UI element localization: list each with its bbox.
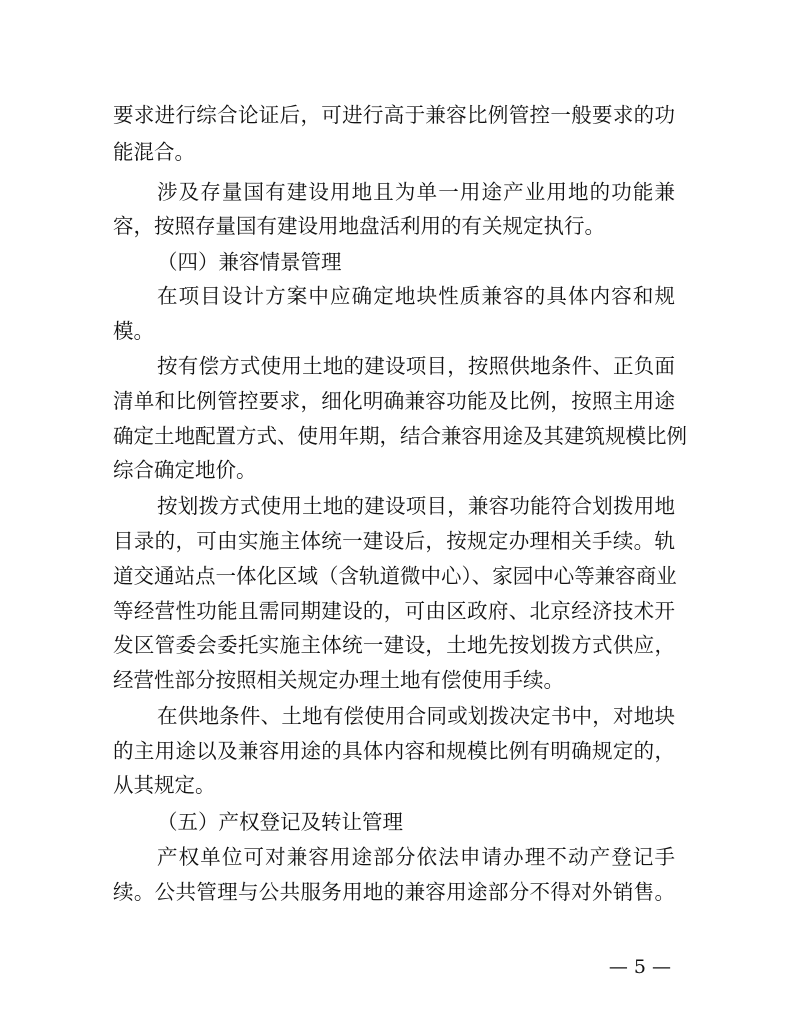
section-heading-4: （四）兼容情景管理 [157, 250, 342, 274]
body-text-line: 等经营性功能且需同期建设的，可由区政府、北京经济技术开 [113, 599, 675, 623]
body-text-line: 的主用途以及兼容用途的具体内容和规模比例有明确规定的， [113, 739, 675, 763]
body-text-line: 道交通站点一体化区域（含轨道微中心）、家园中心等兼容商业 [113, 564, 677, 588]
body-text-line: 续。公共管理与公共服务用地的兼容用途部分不得对外销售。 [113, 880, 675, 904]
body-text-line: 确定土地配置方式、使用年期，结合兼容用途及其建筑规模比例 [113, 424, 687, 448]
body-text-line: 产权单位可对兼容用途部分依法申请办理不动产登记手 [157, 845, 675, 869]
body-text-line: 经营性部分按照相关规定办理土地有偿使用手续。 [113, 668, 564, 692]
body-text-line: 清单和比例管控要求，细化明确兼容功能及比例，按照主用途 [113, 389, 675, 413]
body-text-line: 从其规定。 [113, 773, 216, 797]
body-text-line: 在供地条件、土地有偿使用合同或划拨决定书中，对地块 [157, 704, 675, 728]
body-text-line: 在项目设计方案中应确定地块性质兼容的具体内容和规 [157, 284, 675, 308]
page-number: — 5 — [608, 956, 671, 978]
body-text-line: 发区管委会委托实施主体统一建设，土地先按划拨方式供应， [113, 633, 675, 657]
body-text-line: 按有偿方式使用土地的建设项目，按照供地条件、正负面 [157, 354, 675, 378]
body-text-line: 要求进行综合论证后，可进行高于兼容比例管控一般要求的功 [113, 103, 675, 127]
body-text-line: 综合确定地价。 [113, 458, 257, 482]
body-text-line: 模。 [113, 319, 154, 343]
body-text-line: 涉及存量国有建设用地且为单一用途产业用地的功能兼 [157, 180, 675, 204]
body-text-line: 按划拨方式使用土地的建设项目，兼容功能符合划拨用地 [157, 494, 675, 518]
body-text-line: 能混合。 [113, 140, 195, 164]
body-text-line: 目录的，可由实施主体统一建设后，按规定办理相关手续。轨 [113, 529, 675, 553]
section-heading-5: （五）产权登记及转让管理 [157, 810, 403, 834]
body-text-line: 容，按照存量国有建设用地盘活利用的有关规定执行。 [113, 214, 605, 238]
